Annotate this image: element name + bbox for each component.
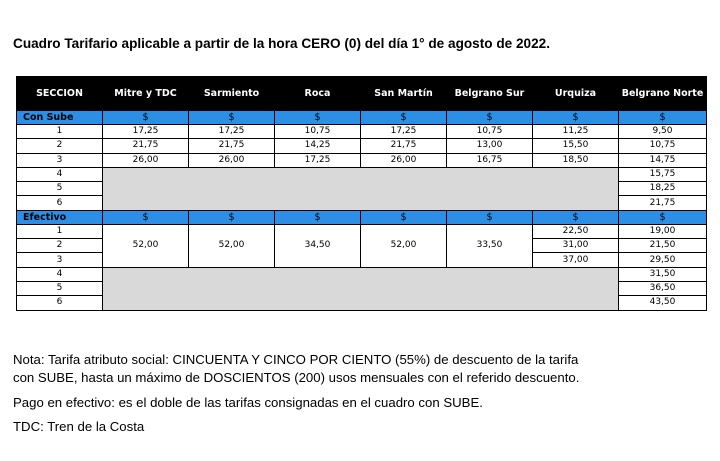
col-header-sarmiento: Sarmiento — [189, 77, 275, 111]
section-number: 4 — [17, 167, 103, 181]
fare-cell: 10,75 — [447, 125, 533, 139]
header-row — [17, 77, 707, 111]
fare-cell: 36,50 — [619, 281, 707, 295]
currency-symbol: $ — [275, 111, 361, 125]
fare-cell: 21,75 — [103, 139, 189, 153]
fare-cell: 22,50 — [533, 224, 619, 238]
section-number: 2 — [17, 239, 103, 253]
currency-symbol: $ — [447, 111, 533, 125]
fare-cell: 17,25 — [361, 125, 447, 139]
fare-cell: 17,25 — [275, 153, 361, 167]
fare-cell: 14,25 — [275, 139, 361, 153]
currency-symbol: $ — [447, 210, 533, 224]
fare-cell: 9,50 — [619, 125, 707, 139]
fare-table — [16, 76, 707, 311]
fare-cell: 15,50 — [533, 139, 619, 153]
section-number: 6 — [17, 196, 103, 210]
section-number: 6 — [17, 296, 103, 310]
col-header-belgrano-sur: Belgrano Sur — [447, 77, 533, 111]
sube-row-1 — [17, 125, 707, 139]
fare-cell: 26,00 — [361, 153, 447, 167]
fare-cell-merged: 52,00 — [189, 224, 275, 267]
fare-cell: 29,50 — [619, 253, 707, 267]
col-header-seccion: SECCION — [17, 77, 103, 111]
currency-symbol: $ — [189, 111, 275, 125]
currency-symbol: $ — [361, 210, 447, 224]
fare-cell: 10,75 — [619, 139, 707, 153]
currency-symbol: $ — [103, 210, 189, 224]
fare-cell: 18,25 — [619, 182, 707, 196]
sube-row-4 — [17, 167, 707, 181]
empty-gray-block — [103, 167, 619, 210]
empty-gray-block — [103, 267, 619, 310]
currency-symbol: $ — [103, 111, 189, 125]
fare-cell: 18,50 — [533, 153, 619, 167]
efectivo-row-4 — [17, 267, 707, 281]
fare-cell: 26,00 — [189, 153, 275, 167]
col-header-san-martin: San Martín — [361, 77, 447, 111]
col-header-mitre: Mitre y TDC — [103, 77, 189, 111]
section-number: 4 — [17, 267, 103, 281]
fare-cell: 16,75 — [447, 153, 533, 167]
fare-cell: 13,00 — [447, 139, 533, 153]
section-number: 1 — [17, 224, 103, 238]
fare-cell: 17,25 — [103, 125, 189, 139]
fare-cell: 37,00 — [533, 253, 619, 267]
note-tdc: TDC: Tren de la Costa — [13, 419, 145, 434]
section-number: 5 — [17, 182, 103, 196]
fare-cell: 21,75 — [361, 139, 447, 153]
fare-cell: 14,75 — [619, 153, 707, 167]
fare-cell: 11,25 — [533, 125, 619, 139]
note-cash-payment: Pago en efectivo: es el doble de las tarifas consignadas en el cuadro con SUBE. — [13, 395, 483, 410]
currency-symbol: $ — [361, 111, 447, 125]
efectivo-label: Efectivo — [17, 210, 103, 224]
document-title: Cuadro Tarifario aplicable a partir de la hora CERO (0) del día 1° de agosto de 2022. — [13, 36, 550, 51]
efectivo-subheader-row — [17, 210, 707, 224]
currency-symbol: $ — [619, 111, 707, 125]
fare-cell: 21,75 — [189, 139, 275, 153]
col-header-urquiza: Urquiza — [533, 77, 619, 111]
fare-cell-merged: 52,00 — [361, 224, 447, 267]
fare-cell-merged: 33,50 — [447, 224, 533, 267]
currency-symbol: $ — [533, 111, 619, 125]
fare-cell-merged: 34,50 — [275, 224, 361, 267]
section-number: 3 — [17, 153, 103, 167]
currency-symbol: $ — [533, 210, 619, 224]
fare-cell: 21,75 — [619, 196, 707, 210]
sube-label: Con Sube — [17, 111, 103, 125]
sube-row-2 — [17, 139, 707, 153]
note-line: Nota: Tarifa atributo social: CINCUENTA Y CINCO POR CIENTO (55%) de descuento de la tarifa — [13, 352, 579, 367]
col-header-roca: Roca — [275, 77, 361, 111]
fare-cell: 19,00 — [619, 224, 707, 238]
fare-cell: 31,50 — [619, 267, 707, 281]
sube-subheader-row — [17, 111, 707, 125]
section-number: 2 — [17, 139, 103, 153]
currency-symbol: $ — [619, 210, 707, 224]
note-social-fare — [13, 351, 579, 387]
fare-cell: 31,00 — [533, 239, 619, 253]
note-line: con SUBE, hasta un máximo de DOSCIENTOS (200) usos mensuales con el referido descuento. — [13, 370, 580, 385]
fare-cell: 10,75 — [275, 125, 361, 139]
fare-cell-merged: 52,00 — [103, 224, 189, 267]
currency-symbol: $ — [275, 210, 361, 224]
currency-symbol: $ — [189, 210, 275, 224]
fare-cell: 15,75 — [619, 167, 707, 181]
fare-cell: 43,50 — [619, 296, 707, 310]
sube-row-3 — [17, 153, 707, 167]
section-number: 1 — [17, 125, 103, 139]
section-number: 5 — [17, 281, 103, 295]
fare-cell: 21,50 — [619, 239, 707, 253]
efectivo-row-1 — [17, 224, 707, 238]
fare-cell: 17,25 — [189, 125, 275, 139]
col-header-belgrano-norte: Belgrano Norte — [619, 77, 707, 111]
section-number: 3 — [17, 253, 103, 267]
fare-cell: 26,00 — [103, 153, 189, 167]
